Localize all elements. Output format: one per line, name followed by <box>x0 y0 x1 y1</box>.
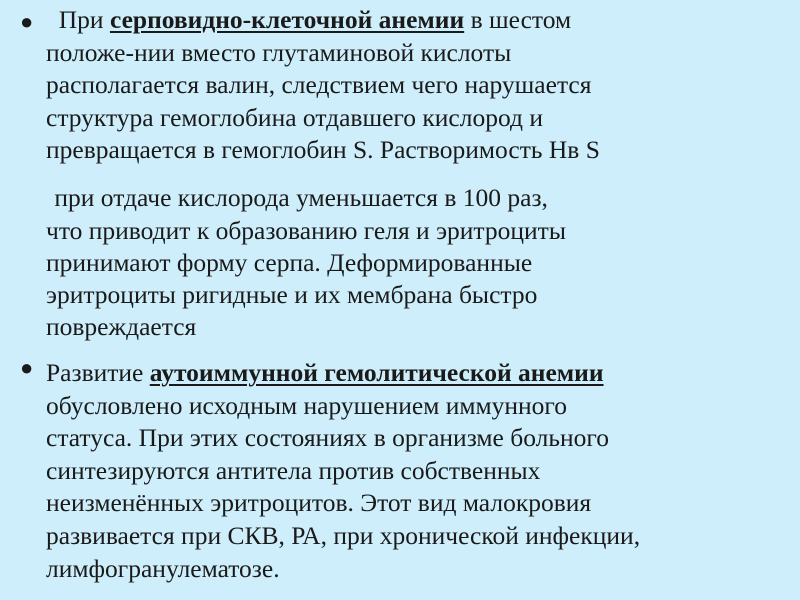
paragraph-solubility <box>46 182 566 343</box>
text-fragment: в шестом <box>464 5 572 34</box>
paragraph-line: лимфогранулематозе. <box>46 553 280 583</box>
bullet-2: ● <box>20 355 34 380</box>
paragraph-line: синтезируются антитела против собственных <box>46 455 541 485</box>
paragraph-line <box>46 182 566 215</box>
paragraph-line: располагается валин, следствием чего нарушается <box>46 70 592 100</box>
paragraph-line: структура гемоглобина отдавшего кислород и <box>46 102 543 132</box>
paragraph-autoimmune <box>46 357 640 585</box>
text-fragment: при отдаче кислорода уменьшается в 100 раз, <box>54 183 548 212</box>
paragraph-line: превращается в гемоглобин S. Растворимость Нв S <box>46 135 600 165</box>
paragraph-line <box>46 4 600 37</box>
bullet-1: ● <box>20 9 34 34</box>
paragraph-line: положе-нии вместо глутаминовой кислоты <box>46 37 512 67</box>
text-fragment: При <box>58 5 110 34</box>
paragraph-line: эритроциты ригидные и их мембрана быстро <box>46 279 538 309</box>
paragraph-line: неизменённых эритроцитов. Этот вид малокровия <box>46 488 592 518</box>
paragraph-line: повреждается <box>46 311 197 341</box>
paragraph-line: что приводит к образованию геля и эритроциты <box>46 215 566 245</box>
paragraph-line: развивается при СКВ, РА, при хронической инфекции, <box>46 520 641 550</box>
paragraph-line: принимают форму серпа. Деформированные <box>46 247 533 277</box>
paragraph-line: статуса. При этих состояниях в организме больного <box>46 423 609 453</box>
term-autoimmune-hemolytic-anemia: аутоиммунной гемолитической анемии <box>149 358 604 387</box>
paragraph-line: обусловлено исходным нарушением иммунного <box>46 390 567 420</box>
term-sickle-cell-anemia: серповидно-клеточной анемии <box>109 5 465 34</box>
text-fragment: Развитие <box>46 358 150 387</box>
paragraph-sickle-cell <box>46 4 600 167</box>
paragraph-line <box>46 357 640 390</box>
